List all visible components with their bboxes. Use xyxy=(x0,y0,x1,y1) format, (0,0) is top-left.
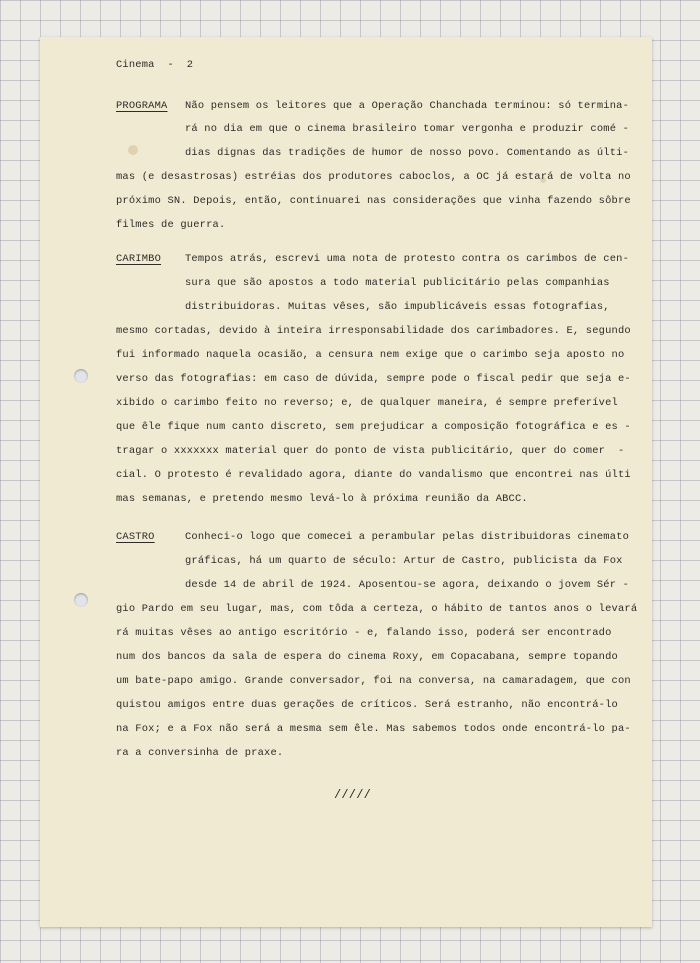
end-mark: ///// xyxy=(334,788,372,802)
body-line: fui informado naquela ocasião, a censura nem exige que o carimbo seja aposto no xyxy=(116,349,625,361)
body-line: próximo SN. Depois, então, continuarei nas considerações que vinha fazendo sôbre xyxy=(116,195,631,207)
body-line: gio Pardo em seu lugar, mas, com tôda a certeza, o hábito de tantos anos o levará xyxy=(116,603,638,615)
paper-stain xyxy=(128,145,138,155)
body-line: gráficas, há um quarto de século: Artur de Castro, publicista da Fox xyxy=(185,555,623,567)
body-line: que êle fique num canto discreto, sem prejudicar a composição fotográfica e es - xyxy=(116,421,631,433)
body-line: mas semanas, e pretendo mesmo levá-lo à próxima reunião da ABCC. xyxy=(116,493,528,505)
body-line: rá muitas vêses ao antigo escritório - e, falando isso, poderá ser encontrado xyxy=(116,627,612,639)
body-line: Conheci-o logo que comecei a perambular pelas distribuidoras cinemato xyxy=(185,531,630,543)
body-line: na Fox; e a Fox não será a mesma sem êle. Mas sabemos todos onde encontrá-lo pa- xyxy=(116,723,631,735)
body-line: Não pensem os leitores que a Operação Chanchada terminou: só termina- xyxy=(185,100,630,112)
body-line: filmes de guerra. xyxy=(116,219,226,231)
body-line: verso das fotografias: em caso de dúvida, sempre pode o fiscal pedir que seja e- xyxy=(116,373,631,385)
body-line: cial. O protesto é revalidado agora, diante do vandalismo que encontrei nas últi xyxy=(116,469,631,481)
punch-hole xyxy=(74,369,88,383)
body-line: rá no dia em que o cinema brasileiro tomar vergonha e produzir comé - xyxy=(185,123,630,135)
punch-hole xyxy=(74,593,88,607)
body-line: dias dignas das tradições de humor de nosso povo. Comentando as últi- xyxy=(185,147,630,159)
section-label-programa: PROGRAMA xyxy=(116,100,168,112)
section-label-castro: CASTRO xyxy=(116,531,155,543)
body-line: xibido o carimbo feito no reverso; e, de qualquer maneira, é sempre preferível xyxy=(116,397,618,409)
body-line: tragar o xxxxxxx material quer do ponto de vista publicitário, quer do comer - xyxy=(116,445,625,457)
body-line: quistou amigos entre duas gerações de críticos. Será estranho, não encontrá-lo xyxy=(116,699,618,711)
section-label-carimbo: CARIMBO xyxy=(116,253,162,265)
typed-page xyxy=(40,37,652,927)
body-line: sura que são apostos a todo material publicitário pelas companhias xyxy=(185,277,610,289)
body-line: desde 14 de abril de 1924. Aposentou-se agora, deixando o jovem Sér - xyxy=(185,579,630,591)
body-line: ra a conversinha de praxe. xyxy=(116,747,284,759)
body-line: mas (e desastrosas) estréias dos produtores caboclos, a OC já estará de volta no xyxy=(116,171,631,183)
body-line: num dos bancos da sala de espera do cinema Roxy, em Copacabana, sempre topando xyxy=(116,651,618,663)
body-line: um bate-papo amigo. Grande conversador, foi na conversa, na camaradagem, que con xyxy=(116,675,631,687)
body-line: mesmo cortadas, devido à inteira irresponsabilidade dos carimbadores. E, segundo xyxy=(116,325,631,337)
body-line: Tempos atrás, escrevi uma nota de protesto contra os carimbos de cen- xyxy=(185,253,630,265)
page-header: Cinema - 2 xyxy=(116,59,194,71)
body-line: distribuidoras. Muitas vêses, são impublicáveis essas fotografias, xyxy=(185,301,610,313)
